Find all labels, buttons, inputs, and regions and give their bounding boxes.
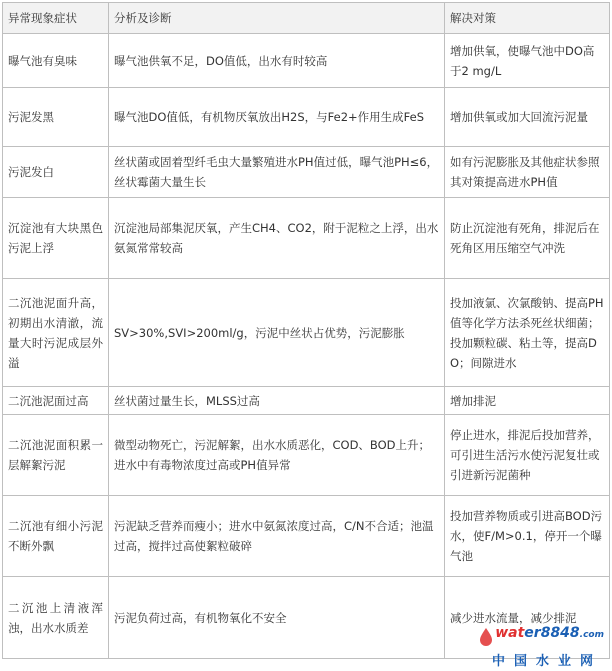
symptom-cell: 污泥发白 — [3, 147, 109, 198]
diagnosis-table — [2, 2, 610, 659]
watermark-domain-suffix: .com — [579, 630, 604, 640]
table-row — [3, 147, 610, 198]
watermark-brand-blue: er8848 — [524, 625, 580, 641]
header-analysis: 分析及诊断 — [109, 3, 445, 34]
solution-cell: 投加液氯、次氯酸钠、提高PH值等化学方法杀死丝状细菌；投加颗粒碳、粘土等，提高DO；间隙进水 — [445, 279, 610, 387]
table-row — [3, 198, 610, 279]
table-row — [3, 387, 610, 415]
table-header-row — [3, 3, 610, 34]
solution-cell: 投加营养物质或引进高BOD污水，使F/M>0.1，停开一个曝气池 — [445, 496, 610, 577]
symptom-cell: 二沉池有细小污泥不断外飘 — [3, 496, 109, 577]
symptom-cell: 二沉池上清液浑浊，出水水质差 — [3, 577, 109, 659]
solution-cell: 增加供氧或加大回流污泥量 — [445, 88, 610, 147]
symptom-cell: 二沉池泥面积累一层解絮污泥 — [3, 415, 109, 496]
analysis-cell: 微型动物死亡，污泥解絮，出水水质恶化，COD、BOD上升；进水中有毒物浓度过高或PH值异常 — [109, 415, 445, 496]
analysis-cell: 丝状菌或固着型纤毛虫大量繁殖进水PH值过低，曝气池PH≤6，丝状霉菌大量生长 — [109, 147, 445, 198]
analysis-cell: SV>30%,SVI>200ml/g，污泥中丝状占优势，污泥膨胀 — [109, 279, 445, 387]
table-row — [3, 415, 610, 496]
solution-cell: 减少进水流量，减少排泥 — [445, 577, 610, 659]
solution-cell: 如有污泥膨胀及其他症状参照其对策提高进水PH值 — [445, 147, 610, 198]
header-symptom: 异常现象症状 — [3, 3, 109, 34]
solution-cell: 增加供氧，使曝气池中DO高于2 mg/L — [445, 34, 610, 88]
symptom-cell: 沉淀池有大块黑色污泥上浮 — [3, 198, 109, 279]
analysis-cell: 沉淀池局部集泥厌氧，产生CH4、CO2，附于泥粒之上浮，出水氨氮常常较高 — [109, 198, 445, 279]
table-row — [3, 279, 610, 387]
symptom-cell: 二沉池泥面过高 — [3, 387, 109, 415]
table-row — [3, 34, 610, 88]
symptom-cell: 污泥发黑 — [3, 88, 109, 147]
symptom-cell: 曝气池有臭味 — [3, 34, 109, 88]
table-row — [3, 577, 610, 659]
solution-cell: 防止沉淀池有死角，排泥后在死角区用压缩空气冲洗 — [445, 198, 610, 279]
watermark-site-name: 中国水业网 — [491, 654, 602, 669]
analysis-cell: 曝气池DO值低，有机物厌氧放出H2S，与Fe2+作用生成FeS — [109, 88, 445, 147]
analysis-cell: 丝状菌过量生长，MLSS过高 — [109, 387, 445, 415]
solution-cell: 停止进水，排泥后投加营养，可引进生活污水使污泥复壮或引进新污泥菌种 — [445, 415, 610, 496]
solution-cell: 增加排泥 — [445, 387, 610, 415]
analysis-cell: 污泥缺乏营养而瘦小；进水中氨氮浓度过高，C/N不合适；池温过高，搅拌过高使絮粒破碎 — [109, 496, 445, 577]
header-solution: 解决对策 — [445, 3, 610, 34]
analysis-cell: 污泥负荷过高，有机物氧化不安全 — [109, 577, 445, 659]
table-row — [3, 496, 610, 577]
analysis-cell: 曝气池供氧不足，DO值低，出水有时较高 — [109, 34, 445, 88]
table-row — [3, 88, 610, 147]
symptom-cell: 二沉池泥面升高，初期出水清澈，流量大时污泥成层外溢 — [3, 279, 109, 387]
watermark-brand-red: wat — [495, 625, 525, 641]
